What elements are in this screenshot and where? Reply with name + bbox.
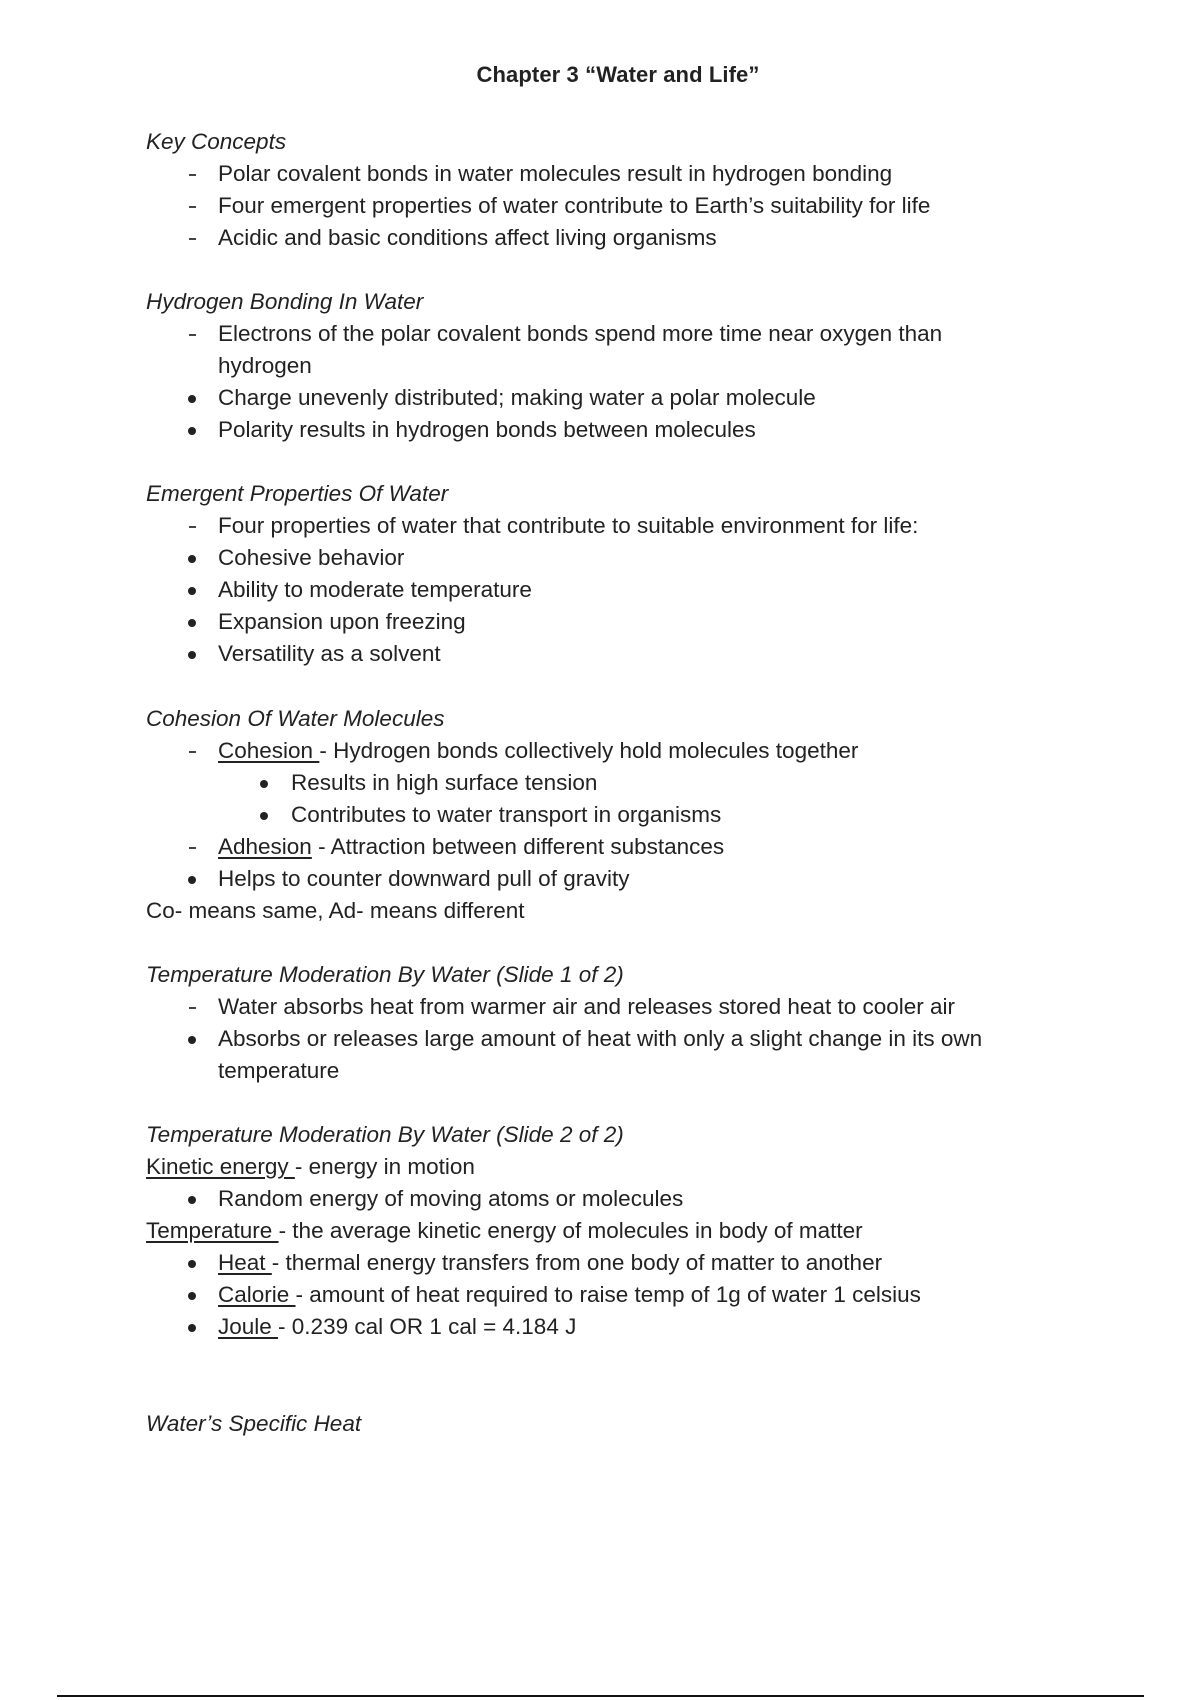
bullet-marker xyxy=(182,606,202,638)
dash-marker xyxy=(182,991,202,1023)
bullet-marker xyxy=(182,382,202,414)
list-item: Polarity results in hydrogen bonds between molecules xyxy=(146,414,1066,446)
list-item: Electrons of the polar covalent bonds spend more time near oxygen than xyxy=(146,318,1066,350)
bullet-marker xyxy=(182,638,202,670)
list-item: Charge unevenly distributed; making water a polar molecule xyxy=(146,382,1066,414)
dash-marker xyxy=(182,318,202,350)
bullet-marker xyxy=(182,542,202,574)
section-emergent-properties xyxy=(146,478,1066,670)
list-item: Cohesion - Hydrogen bonds collectively hold molecules together xyxy=(146,735,1066,767)
list-item-continuation: hydrogen xyxy=(218,353,312,378)
section-heading: Cohesion Of Water Molecules xyxy=(146,706,445,731)
dash-marker xyxy=(182,158,202,190)
page-bottom-rule xyxy=(57,1695,1144,1697)
section-specific-heat xyxy=(146,1408,1066,1440)
list-item: Joule - 0.239 cal OR 1 cal = 4.184 J xyxy=(146,1311,1066,1343)
definition-kinetic-energy: Kinetic energy - energy in motion xyxy=(146,1154,475,1179)
section-heading: Water’s Specific Heat xyxy=(146,1411,362,1436)
bullet-marker xyxy=(254,767,274,799)
sub-list-item: Results in high surface tension xyxy=(146,767,1066,799)
list-item: Random energy of moving atoms or molecules xyxy=(146,1183,1066,1215)
term-cohesion: Cohesion xyxy=(218,738,320,763)
bullet-marker xyxy=(182,1023,202,1055)
sub-list-item: Contributes to water transport in organisms xyxy=(146,799,1066,831)
bullet-marker xyxy=(182,1311,202,1343)
term-adhesion: Adhesion xyxy=(218,834,312,859)
dash-marker xyxy=(182,190,202,222)
term-temperature: Temperature xyxy=(146,1218,279,1243)
section-key-concepts xyxy=(146,126,1066,254)
term-kinetic-energy: Kinetic energy xyxy=(146,1154,295,1179)
bullet-marker xyxy=(182,574,202,606)
section-temperature-moderation-1 xyxy=(146,959,1066,1087)
bullet-marker xyxy=(182,863,202,895)
list-item: Four emergent properties of water contribute to Earth’s suitability for life xyxy=(146,190,1066,222)
section-hydrogen-bonding xyxy=(146,286,1066,446)
list-item: Calorie - amount of heat required to raise temp of 1g of water 1 celsius xyxy=(146,1279,1066,1311)
note-text: Co- means same, Ad- means different xyxy=(146,898,525,923)
dash-marker xyxy=(182,222,202,254)
section-heading: Temperature Moderation By Water (Slide 1 of 2) xyxy=(146,962,624,987)
page-title: Chapter 3 “Water and Life” xyxy=(476,62,760,87)
list-item: Four properties of water that contribute to suitable environment for life: xyxy=(146,510,1066,542)
list-item: Expansion upon freezing xyxy=(146,606,1066,638)
bullet-marker xyxy=(182,1247,202,1279)
list-item: Heat - thermal energy transfers from one body of matter to another xyxy=(146,1247,1066,1279)
list-item: Helps to counter downward pull of gravity xyxy=(146,863,1066,895)
term-calorie: Calorie xyxy=(218,1282,296,1307)
dash-marker xyxy=(182,735,202,767)
dash-marker xyxy=(182,831,202,863)
bullet-marker xyxy=(182,1183,202,1215)
list-item: Ability to moderate temperature xyxy=(146,574,1066,606)
list-item-continuation: temperature xyxy=(218,1058,340,1083)
list-item: Versatility as a solvent xyxy=(146,638,1066,670)
section-temperature-moderation-2 xyxy=(146,1119,1066,1343)
bullet-marker xyxy=(182,1279,202,1311)
section-heading: Emergent Properties Of Water xyxy=(146,481,449,506)
list-item: Absorbs or releases large amount of heat with only a slight change in its own xyxy=(146,1023,1066,1055)
bullet-marker xyxy=(182,414,202,446)
definition-temperature: Temperature - the average kinetic energy of molecules in body of matter xyxy=(146,1218,863,1243)
term-joule: Joule xyxy=(218,1314,279,1339)
bullet-marker xyxy=(254,799,274,831)
list-item: Cohesive behavior xyxy=(146,542,1066,574)
term-heat: Heat xyxy=(218,1250,272,1275)
section-heading: Key Concepts xyxy=(146,129,287,154)
list-item: Acidic and basic conditions affect living organisms xyxy=(146,222,1066,254)
section-cohesion xyxy=(146,703,1066,927)
list-item: Polar covalent bonds in water molecules result in hydrogen bonding xyxy=(146,158,1066,190)
list-item: Adhesion - Attraction between different substances xyxy=(146,831,1066,863)
list-item: Water absorbs heat from warmer air and releases stored heat to cooler air xyxy=(146,991,1066,1023)
section-heading: Hydrogen Bonding In Water xyxy=(146,289,424,314)
section-heading: Temperature Moderation By Water (Slide 2 of 2) xyxy=(146,1122,624,1147)
dash-marker xyxy=(182,510,202,542)
